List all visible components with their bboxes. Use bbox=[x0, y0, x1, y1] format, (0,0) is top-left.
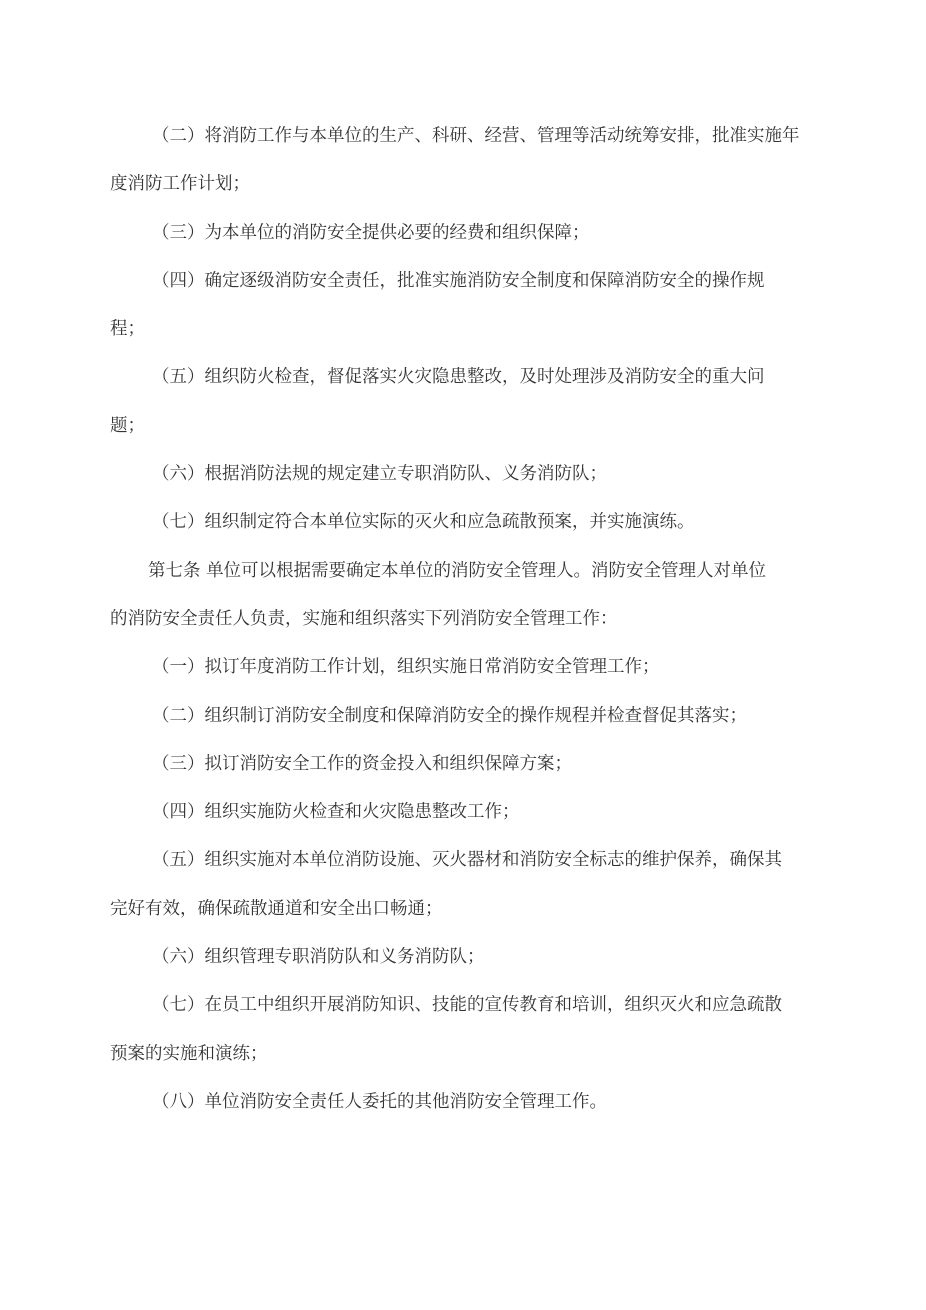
text-line: （八）单位消防安全责任人委托的其他消防安全管理工作。 bbox=[152, 1091, 607, 1112]
text-line: 完好有效，确保疏散通道和安全出口畅通； bbox=[110, 898, 443, 919]
text-line: （三）拟订消防安全工作的资金投入和组织保障方案； bbox=[152, 753, 572, 774]
text-line: 的消防安全责任人负责，实施和组织落实下列消防安全管理工作： bbox=[110, 608, 618, 629]
text-line: （一）拟订年度消防工作计划，组织实施日常消防安全管理工作； bbox=[152, 657, 660, 678]
text-line: （四）组织实施防火检查和火灾隐患整改工作； bbox=[152, 802, 520, 823]
text-line: （三）为本单位的消防安全提供必要的经费和组织保障； bbox=[152, 222, 590, 243]
text-line: （七）组织制定符合本单位实际的灭火和应急疏散预案，并实施演练。 bbox=[152, 512, 695, 533]
text-line: （六）根据消防法规的规定建立专职消防队、义务消防队； bbox=[152, 464, 607, 485]
text-line: （四）确定逐级消防安全责任，批准实施消防安全制度和保障消防安全的操作规 bbox=[152, 270, 765, 291]
text-line: （七）在员工中组织开展消防知识、技能的宣传教育和培训，组织灭火和应急疏散 bbox=[152, 995, 782, 1016]
text-line: 题； bbox=[110, 415, 145, 436]
article-heading-line: 第七条 单位可以根据需要确定本单位的消防安全管理人。消防安全管理人对单位 bbox=[148, 560, 767, 581]
text-line: （二）组织制订消防安全制度和保障消防安全的操作规程并检查督促其落实； bbox=[152, 705, 747, 726]
document-body bbox=[110, 124, 822, 1138]
text-line: （五）组织实施对本单位消防设施、灭火器材和消防安全标志的维护保养，确保其 bbox=[152, 850, 782, 871]
text-line: （五）组织防火检查，督促落实火灾隐患整改，及时处理涉及消防安全的重大问 bbox=[152, 367, 765, 388]
text-line: 度消防工作计划； bbox=[110, 174, 250, 195]
text-line: （六）组织管理专职消防队和义务消防队； bbox=[152, 947, 485, 968]
text-line: 程； bbox=[110, 319, 145, 340]
text-line: 预案的实施和演练； bbox=[110, 1043, 268, 1064]
text-line: （二）将消防工作与本单位的生产、科研、经营、管理等活动统筹安排，批准实施年 bbox=[152, 126, 800, 146]
